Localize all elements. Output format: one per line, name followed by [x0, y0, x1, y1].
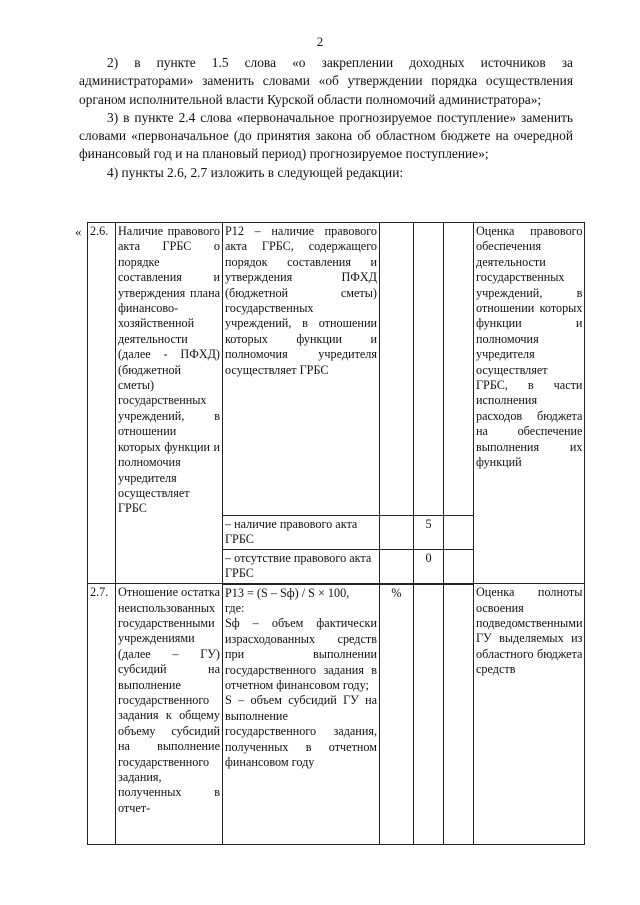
formula-where: где:: [225, 601, 245, 616]
option-score-cell: 5: [414, 516, 444, 550]
formula-s-phi-definition: Sф – объем фактически израсходованных средств при выполнении государственного задания в отчетном финансовом году;: [225, 616, 377, 693]
option-label-cell: – наличие правового акта ГРБС: [223, 516, 380, 550]
extra-cell: [444, 584, 474, 845]
row-number-cell: 2.7.: [88, 584, 116, 845]
row-number-cell: 2.6.: [88, 223, 116, 584]
paragraph-item-3: 3) в пункте 2.4 слова «первоначальное прогнозируемое поступление» заменить словами «первоначальное (до принятия закона об областном бюджете на очередной финансовый год и на плановый период) прогнозируемое поступление»;: [79, 109, 573, 162]
unit-cell: %: [380, 584, 414, 845]
page-number: 2: [316, 34, 324, 49]
formula-s-definition: S – объем субсидий ГУ на выполнение государственного задания, полученных в отчетном финансовом году: [225, 693, 377, 770]
unit-cell: [380, 223, 414, 516]
extra-cell: [444, 223, 474, 516]
unit-cell: [380, 516, 414, 550]
unit-cell: [380, 549, 414, 583]
indicators-table: [87, 222, 585, 845]
score-cell: [414, 223, 444, 516]
formula-cell: [223, 584, 380, 845]
option-score-cell: 0: [414, 549, 444, 583]
opening-quote: «: [75, 224, 82, 239]
table-row: [88, 223, 585, 516]
body-text: [79, 54, 573, 182]
indicator-name-cell: Отношение остатка неиспользованных государственными учреждениями (далее – ГУ) субсидий на выполнение государственного задания к общему объему субсидий на выполнение государственного задания, полученных в отчет-: [116, 584, 223, 845]
table-row: [88, 584, 585, 845]
paragraph-item-4: 4) пункты 2.6, 2.7 изложить в следующей редакции:: [107, 164, 404, 180]
paragraph-item-2: 2) в пункте 1.5 слова «о закреплении доходных источников за администраторами» заменить словами «об утверждении порядка осуществления органом исполнительной власти Курской области полномочий администратора»;: [79, 55, 573, 107]
extra-cell: [444, 549, 474, 583]
option-label-cell: – отсутствие правового акта ГРБС: [223, 549, 380, 583]
extra-cell: [444, 516, 474, 550]
description-cell: Оценка правового обеспечения деятельности государственных учреждений, в отношении которых функции и полномочия учредителя осуществляет ГРБС, в части исполнения расходов бюджета на обеспечение выполнения их функций: [474, 223, 585, 584]
score-cell: [414, 584, 444, 845]
formula-line: P13 = (S – Sф) / S × 100,: [225, 585, 350, 600]
description-cell: Оценка полноты освоения подведомственными ГУ выделяемых из областного бюджета средств: [474, 584, 585, 845]
indicator-name-cell: Наличие правового акта ГРБС о порядке составления и утверждения плана финансово-хозяйственной деятельности (далее - ПФХД) (бюджетной сметы) государственных учреждений, в отношении которых функции и полномочия учредителя осуществляет ГРБС: [116, 223, 223, 584]
formula-cell: P12 – наличие правового акта ГРБС, содержащего порядок составления и утверждения ПФХД (бюджетной сметы) государственных учреждений, в отношении которых функции и полномочия учредителя осуществляет ГРБС: [223, 223, 380, 516]
